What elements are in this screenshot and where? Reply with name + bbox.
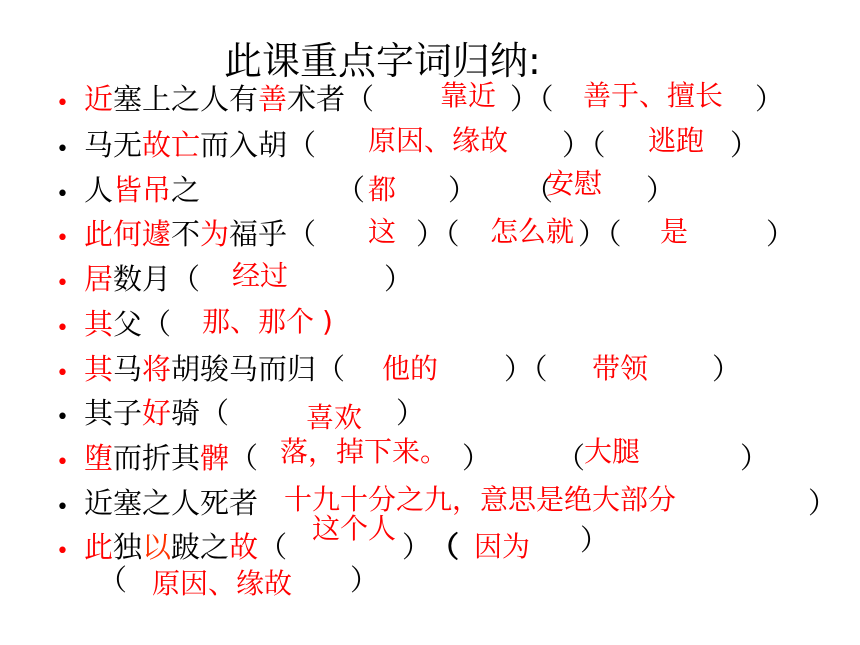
keyword: 故 <box>229 530 259 564</box>
paren: ） <box>580 523 610 557</box>
sentence-line-4: 此何遽不为福乎（ <box>84 217 317 251</box>
paren: ） <box>402 530 432 564</box>
bullet: • <box>56 450 69 475</box>
bullet: • <box>56 495 69 520</box>
answer: 那、那个 <box>202 305 315 338</box>
keyword: 将 <box>142 352 172 386</box>
paren: ） <box>350 563 380 597</box>
keyword: 堕 <box>84 441 114 475</box>
keyword: 故亡 <box>142 128 201 162</box>
answer: 善于、擅长 <box>583 79 724 112</box>
keyword: 此 <box>84 530 114 564</box>
paren: ） <box>396 396 426 430</box>
bullet: • <box>56 271 69 296</box>
paren: （ <box>556 441 586 475</box>
sentence-line-3: 人皆吊之 <box>84 173 201 207</box>
paren: ） <box>712 352 742 386</box>
sentence-line-6: 其父（ <box>84 307 172 341</box>
paren: ) <box>322 305 333 338</box>
keyword: 以 <box>142 530 172 564</box>
answer: 都 <box>368 173 397 206</box>
answer: 安慰 <box>546 167 603 200</box>
answer: 因为 <box>474 530 531 563</box>
answer: 喜欢 <box>306 401 363 434</box>
sentence-line-9: 堕而折其髀（ <box>84 441 259 475</box>
bullet: • <box>56 405 69 430</box>
bullet: • <box>56 91 69 116</box>
paren: ）（ <box>578 217 622 251</box>
keyword: 其 <box>84 307 114 341</box>
answer: 原因、缘故 <box>152 567 293 600</box>
answer: 落，掉下来。 <box>280 435 449 468</box>
paren: ） <box>730 128 760 162</box>
sentence-line-1: 近塞上之人有善术者（ <box>84 82 375 116</box>
paren: ） <box>766 217 796 251</box>
sentence-line-7: 其马将胡骏马而归（ <box>84 352 346 386</box>
paren: （ <box>336 173 366 207</box>
bullet: • <box>56 226 69 251</box>
paren: ） <box>646 173 676 207</box>
answer: 怎么就 <box>490 215 575 248</box>
keyword: 居 <box>84 262 114 296</box>
answer: 原因、缘故 <box>368 124 509 157</box>
sentence-line-10: 近塞之人死者 <box>84 486 259 520</box>
keyword: 善 <box>258 82 288 116</box>
paren: ） <box>462 441 492 475</box>
keyword: 髀 <box>200 441 230 475</box>
answer: 靠近 <box>440 79 497 112</box>
paren: （ <box>98 563 128 597</box>
answer: 是 <box>660 215 689 248</box>
page-title: 此课重点字词归纳: <box>224 39 541 83</box>
sentence-line-11: 此独以跛之故（ <box>84 530 288 564</box>
keyword: 皆吊 <box>113 173 172 207</box>
keyword: 好 <box>142 396 172 430</box>
paren: ） <box>448 173 478 207</box>
keyword: 其 <box>84 352 114 386</box>
answer: 带领 <box>592 352 649 385</box>
keyword: 近 <box>84 82 114 116</box>
answer: 大腿 <box>584 435 641 468</box>
paren: ） <box>755 82 785 116</box>
paren: ） <box>808 486 838 520</box>
paren: ）（ <box>416 217 460 251</box>
keyword: 此何遽 <box>84 217 172 251</box>
answer: 经过 <box>232 259 289 292</box>
paren: （ <box>430 530 460 564</box>
paren: ） <box>384 262 414 296</box>
paren: ）（ <box>504 352 548 386</box>
bullet: • <box>56 539 69 564</box>
answer: 他的 <box>382 352 439 385</box>
sentence-line-5: 居数月（ <box>84 262 201 296</box>
sentence-line-8: 其子好骑（ <box>84 396 230 430</box>
bullet: • <box>56 316 69 341</box>
bullet: • <box>56 361 69 386</box>
answer: 这个人 <box>312 512 397 545</box>
answer: 十九十分之九，意思是绝大部分 <box>284 483 677 516</box>
bullet: • <box>56 137 69 162</box>
bullet: • <box>56 182 69 207</box>
sentence-line-2: 马无故亡而入胡（ <box>84 128 317 162</box>
answer: 这 <box>368 215 397 248</box>
paren: ）（ <box>562 128 606 162</box>
paren: ） <box>740 441 770 475</box>
paren: （ <box>524 173 554 207</box>
answer: 逃跑 <box>648 124 705 157</box>
paren: ）（ <box>510 82 554 116</box>
keyword: 为 <box>200 217 230 251</box>
